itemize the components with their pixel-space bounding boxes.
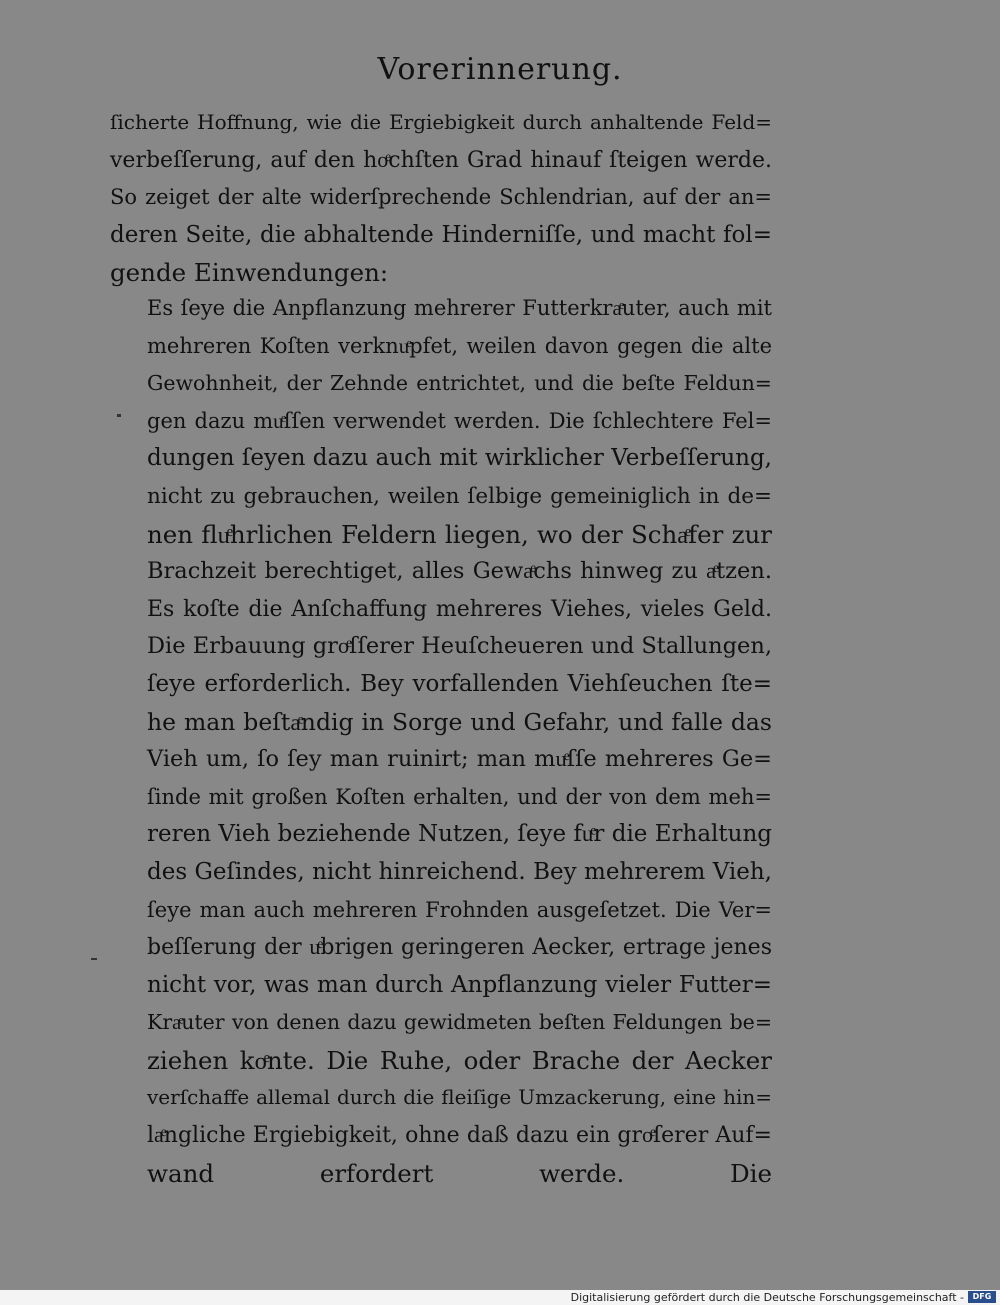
paragraph-intro — [110, 104, 772, 292]
text-line: ſeye erforderlich. Bey vorfallenden Viehſeuchen ſte= — [147, 670, 772, 697]
text-line: mehreren Koſten verknuͤpfet, weilen davon gegen die alte — [147, 333, 772, 358]
scan-speck — [91, 958, 97, 960]
text-line: Es ſeye die Anpflanzung mehrerer Futterkraͤuter, auch mit — [147, 296, 772, 320]
catchword: Die — [730, 1158, 772, 1188]
text-line: he man beſtaͤndig in Sorge und Gefahr, und falle das — [147, 707, 772, 736]
text-line: ſicherte Hoffnung, wie die Ergiebigkeit durch anhaltende Feld= — [110, 110, 772, 134]
text-line: gen dazu muͤſſen verwendet werden. Die ſchlechtere Fel= — [147, 408, 772, 433]
footer-credit: Digitalisierung gefördert durch die Deutsche Forschungsgemeinschaft - — [570, 1291, 964, 1304]
text-line: beſſerung der uͤbrigen geringeren Aecker, ertrage jenes — [147, 935, 772, 961]
text-line: Kraͤuter von denen dazu gewidmeten beſten Feldungen be= — [147, 1010, 772, 1035]
text-line: Gewohnheit, der Zehnde entrichtet, und die beſte Feldun= — [147, 371, 772, 396]
dfg-logo: DFG — [968, 1291, 996, 1303]
text-line: So zeiget der alte widerſprechende Schlendrian, auf der an= — [110, 185, 772, 210]
text-line: wand erfordert werde. — [147, 1158, 625, 1188]
text-line: nicht vor, was man durch Anpflanzung vieler Futter= — [147, 971, 772, 998]
text-line: Die Erbauung groͤſſerer Heuſcheueren und Stallungen, — [147, 633, 772, 660]
text-line: Vieh um, ſo ſey man ruinirt; man muͤſſe mehreres Ge= — [147, 746, 772, 773]
text-line: ziehen koͤnte. Die Ruhe, oder Brache der Aecker — [147, 1045, 772, 1075]
scan-speck — [117, 414, 121, 417]
text-line: nicht zu gebrauchen, weilen ſelbige gemeiniglich in de= — [147, 483, 772, 509]
text-line: verbeſſerung, auf den hoͤchſten Grad hinauf ſteigen werde. — [110, 147, 772, 173]
text-line: deren Seite, die abhaltende Hinderniſſe, und macht fol= — [110, 221, 772, 248]
text-line: nen fluͤhrlichen Feldern liegen, wo der Schaͤfer zur — [147, 519, 772, 549]
text-line: dungen ſeyen dazu auch mit wirklicher Verbeſſerung, — [147, 445, 772, 472]
text-line: ſeye man auch mehreren Frohnden ausgeſetzet. Die Ver= — [147, 897, 772, 922]
text-line: Brachzeit berechtiget, alles Gewaͤchs hinweg zu aͤtzen. — [147, 558, 772, 585]
paragraph-objections — [147, 290, 772, 1192]
last-line-row — [147, 1155, 772, 1193]
text-line: des Geſindes, nicht hinreichend. Bey mehrerem Vieh, — [147, 858, 772, 885]
text-line: ſinde mit großen Koſten erhalten, und der von dem meh= — [147, 784, 772, 809]
text-line: reren Vieh beziehende Nutzen, ſeye fuͤr die Erhaltung — [147, 821, 772, 848]
text-line: laͤngliche Ergiebigkeit, ohne daß dazu ein groͤſerer Auf= — [147, 1123, 772, 1149]
text-line: Es koſte die Anſchaffung mehreres Viehes, vieles Geld. — [147, 596, 772, 622]
text-line: gende Einwendungen: — [110, 258, 389, 288]
running-head: Vorerinnerung. — [377, 52, 623, 87]
text-line: verſchaffe allemal durch die fleiſige Umzackerung, eine hin= — [147, 1085, 772, 1110]
